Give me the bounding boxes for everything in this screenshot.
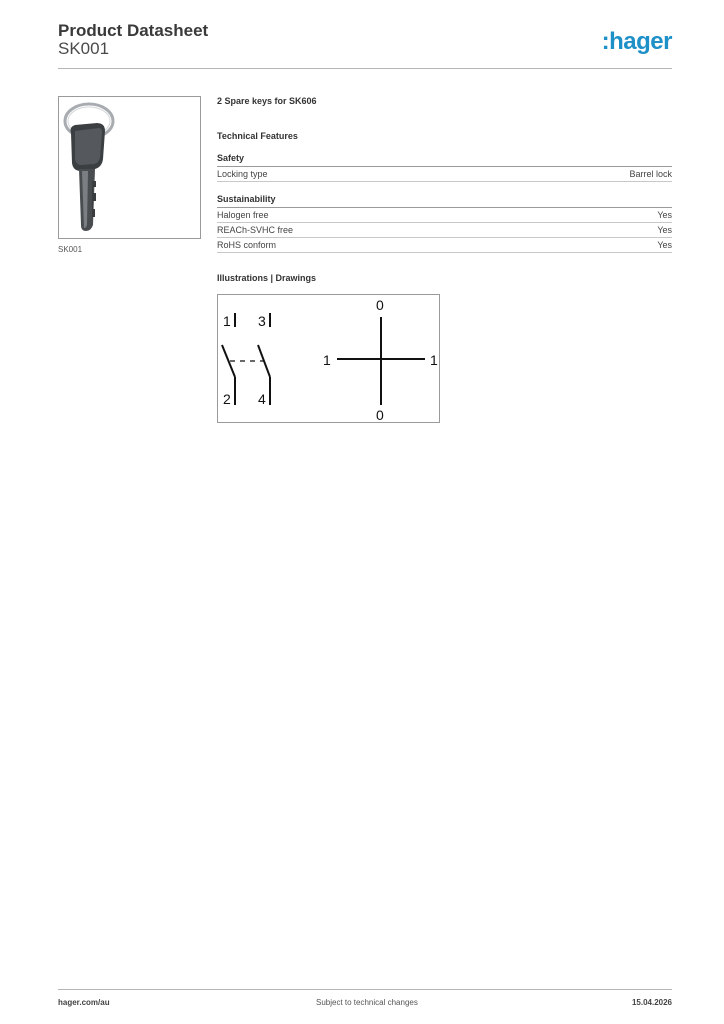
spec-row: [217, 238, 672, 253]
position-label-right: 1: [430, 352, 438, 368]
spec-row: [217, 223, 672, 238]
safety-heading: Safety: [217, 153, 672, 167]
spec-value: Barrel lock: [629, 169, 672, 179]
contact-label-1: 1: [223, 313, 231, 329]
sustainability-heading: Sustainability: [217, 194, 672, 208]
footer-website[interactable]: hager.com/au: [58, 998, 110, 1007]
content: [217, 96, 672, 283]
position-label-left: 1: [323, 352, 331, 368]
illustrations-heading: Illustrations | Drawings: [217, 273, 317, 283]
image-caption: SK001: [58, 245, 83, 254]
spec-label: Locking type: [217, 169, 268, 179]
spec-label: Halogen free: [217, 210, 269, 220]
spec-label: RoHS conform: [217, 240, 277, 250]
product-image: [58, 96, 201, 239]
key-icon: [59, 97, 200, 238]
footer-notice: Subject to technical changes: [316, 998, 418, 1007]
switch-diagram: [218, 295, 439, 422]
spec-row: [217, 208, 672, 223]
hager-logo: :hager: [601, 28, 672, 55]
spec-value: Yes: [657, 210, 672, 220]
header-divider: [58, 68, 672, 69]
contact-label-2: 2: [223, 391, 231, 407]
footer-divider: [58, 989, 672, 990]
contact-label-4: 4: [258, 391, 266, 407]
footer-date: 15.04.2026: [631, 998, 672, 1007]
position-label-top: 0: [376, 297, 384, 313]
spec-value: Yes: [657, 240, 672, 250]
product-code: SK001: [58, 39, 110, 58]
position-label-bottom: 0: [376, 407, 384, 422]
spec-value: Yes: [657, 225, 672, 235]
header-title: Product Datasheet: [58, 21, 209, 40]
technical-features-heading: Technical Features: [217, 131, 298, 141]
wiring-drawing: [217, 294, 440, 423]
spec-label: REACh-SVHC free: [217, 225, 294, 235]
product-description: 2 Spare keys for SK606: [217, 96, 317, 106]
contact-label-3: 3: [258, 313, 266, 329]
spec-row: [217, 167, 672, 182]
